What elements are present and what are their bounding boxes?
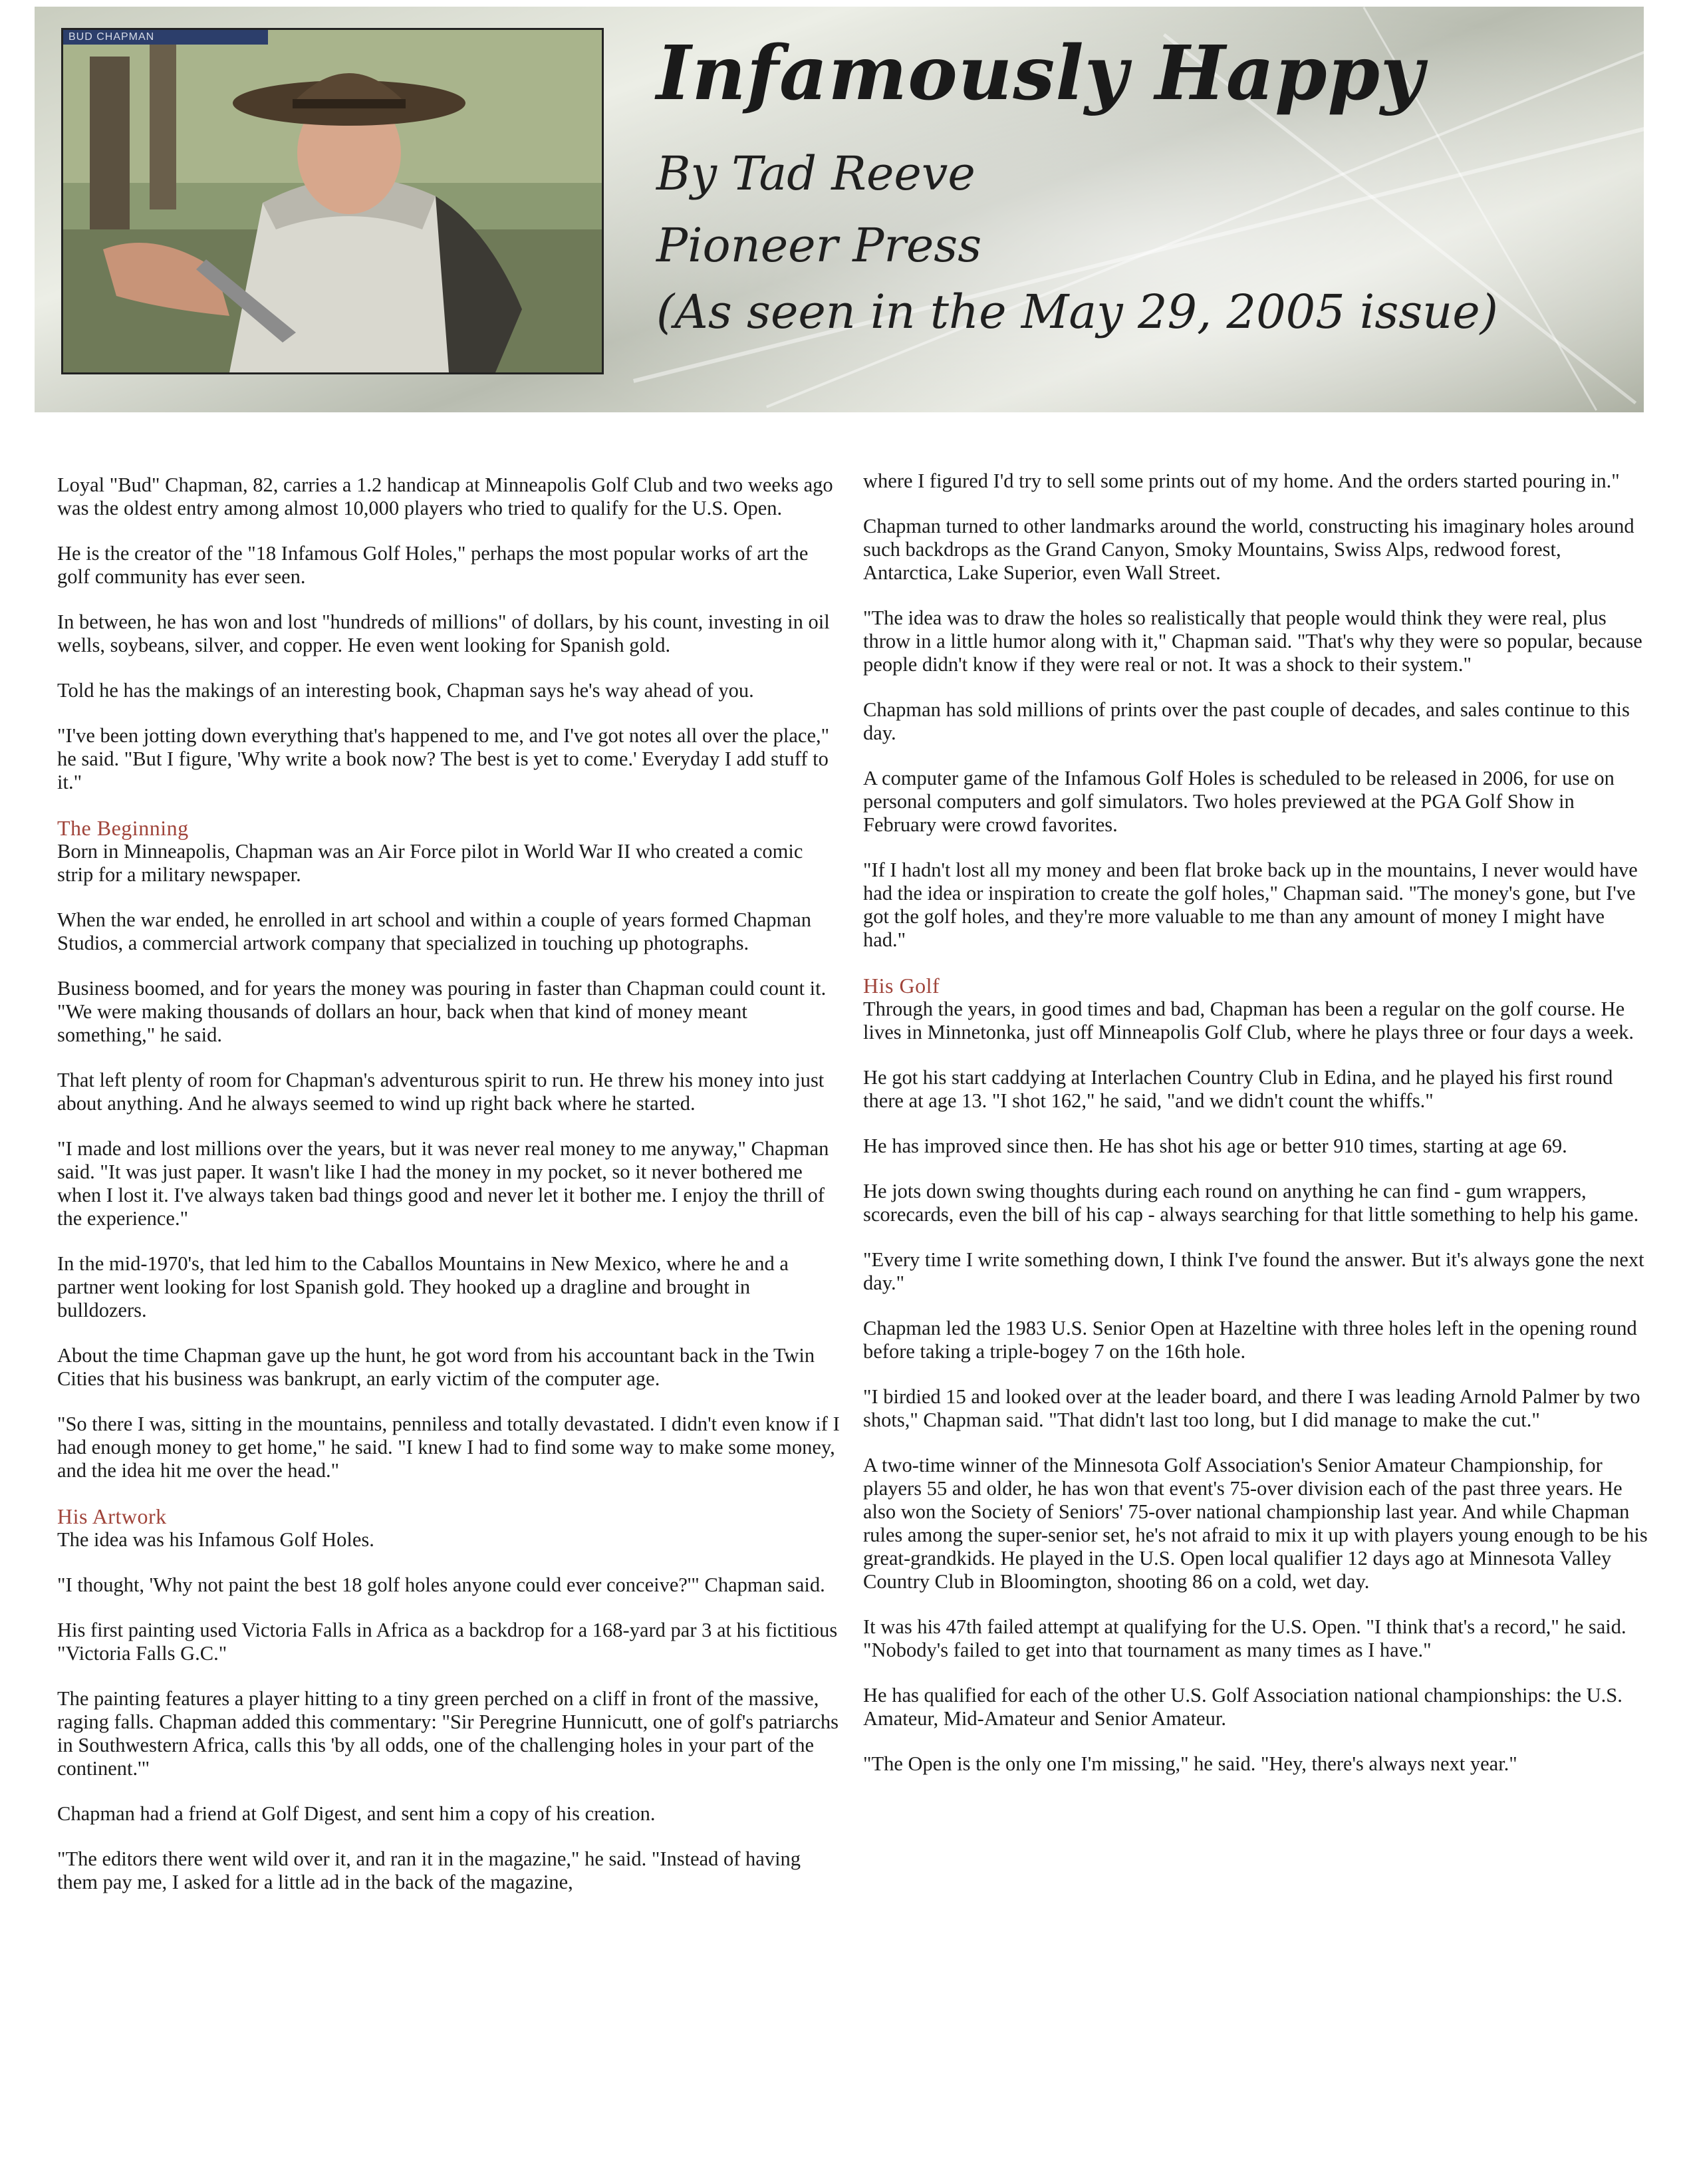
paragraph: In between, he has won and lost "hundreds of millions" of dollars, by his count, investing in oil wells, soybeans, silver, and copper. He even went looking for Spanish gold. [57,611,830,656]
paragraph: Told he has the makings of an interesting book, Chapman says he's way ahead of you. [57,679,754,702]
paragraph: When the war ended, he enrolled in art school and within a couple of years formed Chapman Studios, a commercial artwork company that specialized in touching up photographs. [57,908,812,954]
golfer-portrait-image [63,30,602,372]
paragraph: "The editors there went wild over it, and ran it in the magazine," he said. "Instead of having them pay me, I asked for a little ad in the back of the magazine, [57,1847,801,1893]
paragraph: He has improved since then. He has shot his age or better 910 times, starting at age 69. [863,1135,1567,1157]
paragraph: "The Open is the only one I'm missing," he said. "Hey, there's always next year." [863,1752,1517,1775]
paragraph: where I figured I'd try to sell some prints out of my home. And the orders started pouring in." [863,470,1620,492]
paragraph: Chapman has sold millions of prints over the past couple of decades, and sales continue to this day. [863,698,1630,744]
byline-publication: Pioneer Press [656,218,982,273]
paragraph: "I thought, 'Why not paint the best 18 golf holes anyone could ever conceive?'" Chapman said. [57,1573,825,1596]
paragraph: "If I hadn't lost all my money and been flat broke back up in the mountains, I never would have had the idea or inspiration to create the golf holes," Chapman said. "The money's gone, but I've got the golf holes, and they're more valuable to me than any amount of money I might have had." [863,859,1638,951]
paragraph: The idea was his Infamous Golf Holes. [57,1528,374,1551]
paragraph: It was his 47th failed attempt at qualifying for the U.S. Open. "I think that's a record," he said. "Nobody's failed to get into that tournament as many times as I have." [863,1615,1626,1661]
paragraph: He has qualified for each of the other U.S. Golf Association national championships: the U.S. Amateur, Mid-Amateur and Senior Amateur. [863,1684,1622,1730]
paragraph: "I birdied 15 and looked over at the leader board, and there I was leading Arnold Palmer by two shots," Chapman said. "That didn't last too long, but I did manage to make the cut." [863,1385,1640,1431]
article-title: Infamously Happy [656,30,1424,117]
paragraph: His first painting used Victoria Falls in Africa as a backdrop for a 168-yard par 3 at his fictitious "Victoria Falls G.C." [57,1619,838,1665]
section-heading-artwork: His Artwork [57,1504,167,1528]
photo-caption: BUD CHAPMAN [63,30,268,45]
paragraph: "I made and lost millions over the years, but it was never real money to me anyway," Chapman said. "It was just paper. It wasn't like I had the money in my pocket, so it never bothered me when I lost it. I've always taken bad things good and never let it bother me. I enjoy the thrill of the experience." [57,1137,829,1230]
paragraph: Chapman led the 1983 U.S. Senior Open at Hazeltine with three holes left in the opening round before taking a triple-bogey 7 on the 16th hole. [863,1317,1637,1363]
paragraph: "So there I was, sitting in the mountains, penniless and totally devastated. I didn't even know if I had enough money to get home," he said. "I knew I had to find some way to make some money, and the idea hit me over the head." [57,1413,840,1482]
byline-author: By Tad Reeve [656,146,975,201]
paragraph: "I've been jotting down everything that's happened to me, and I've got notes all over the place," he said. "But I figure, 'Why write a book now? The best is yet to come.' Everyday I add stuff to it." [57,724,830,793]
section-heading-beginning: The Beginning [57,816,189,840]
paragraph: Business boomed, and for years the money was pouring in faster than Chapman could count it. "We were making thousands of dollars an hour, back when that kind of money meant something," he said. [57,977,827,1046]
paragraph: Loyal "Bud" Chapman, 82, carries a 1.2 handicap at Minneapolis Golf Club and two weeks ago was the oldest entry among almost 10,000 players who tried to qualify for the U.S. Open. [57,474,833,519]
paragraph: About the time Chapman gave up the hunt, he got word from his accountant back in the Twin Cities that his business was bankrupt, an early victim of the computer age. [57,1344,815,1390]
portrait-photo [61,28,604,374]
article-headline [656,30,1424,117]
paragraph: He is the creator of the "18 Infamous Golf Holes," perhaps the most popular works of art the golf community has ever seen. [57,542,809,588]
paragraph: In the mid-1970's, that led him to the Caballos Mountains in New Mexico, where he and a partner went looking for lost Spanish gold. They hooked up a dragline and brought in bulldozers. [57,1252,789,1321]
paragraph: "Every time I write something down, I think I've found the answer. But it's always gone the next day." [863,1248,1644,1294]
header-banner [35,7,1644,412]
paragraph: He got his start caddying at Interlachen Country Club in Edina, and he played his first round there at age 13. "I shot 162," he said, "and we didn't count the whiffs." [863,1066,1613,1112]
article-column-left [57,474,842,1916]
paragraph: That left plenty of room for Chapman's adventurous spirit to run. He threw his money into just about anything. And he always seemed to wind up right back where he started. [57,1069,825,1115]
paragraph: Chapman turned to other landmarks around the world, constructing his imaginary holes around such backdrops as the Grand Canyon, Smoky Mountains, Swiss Alps, redwood forest, Antarctica, Lake Superior, even Wall Street. [863,515,1634,584]
paragraph: "The idea was to draw the holes so realistically that people would think they were real, plus throw in a little humor along with it," Chapman said. "That's why they were so popular, because people didn't know if they were real or not. It was a shock to their system." [863,607,1642,676]
paragraph: A two-time winner of the Minnesota Golf Association's Senior Amateur Championship, for players 55 and older, he has won that event's 75-over division each of the past three years. He also won the Society of Seniors' 75-over national championship last year. And while Chapman rules among the super-senior set, he's not afraid to mix it up with players young enough to be his great-grandkids. He played in the U.S. Open local qualifier 12 days ago at Minnesota Valley Country Club in Bloomington, shooting 86 on a cold, wet day. [863,1454,1648,1593]
paragraph: Chapman had a friend at Golf Digest, and sent him a copy of his creation. [57,1802,656,1825]
paragraph: Born in Minneapolis, Chapman was an Air Force pilot in World War II who created a comic strip for a military newspaper. [57,840,803,886]
byline-issue: (As seen in the May 29, 2005 issue) [656,285,1498,339]
section-heading-golf: His Golf [863,974,940,998]
paragraph: The painting features a player hitting to a tiny green perched on a cliff in front of the massive, raging falls. Chapman added this commentary: "Sir Peregrine Hunnicutt, one of golf's patriarchs in Southwestern Africa, calls this 'by all odds, one of the challenging holes in your part of the continent.'" [57,1687,839,1780]
paragraph: Through the years, in good times and bad, Chapman has been a regular on the golf course. He lives in Minnetonka, just off Minneapolis Golf Club, where he plays three or four days a week. [863,998,1634,1043]
paragraph: A computer game of the Infamous Golf Holes is scheduled to be released in 2006, for use on personal computers and golf simulators. Two holes previewed at the PGA Golf Show in February were crowd favorites. [863,767,1615,836]
article-column-right [863,470,1648,1798]
paragraph: He jots down swing thoughts during each round on anything he can find - gum wrappers, scorecards, even the bill of his cap - always searching for that little something to help his game. [863,1180,1639,1226]
